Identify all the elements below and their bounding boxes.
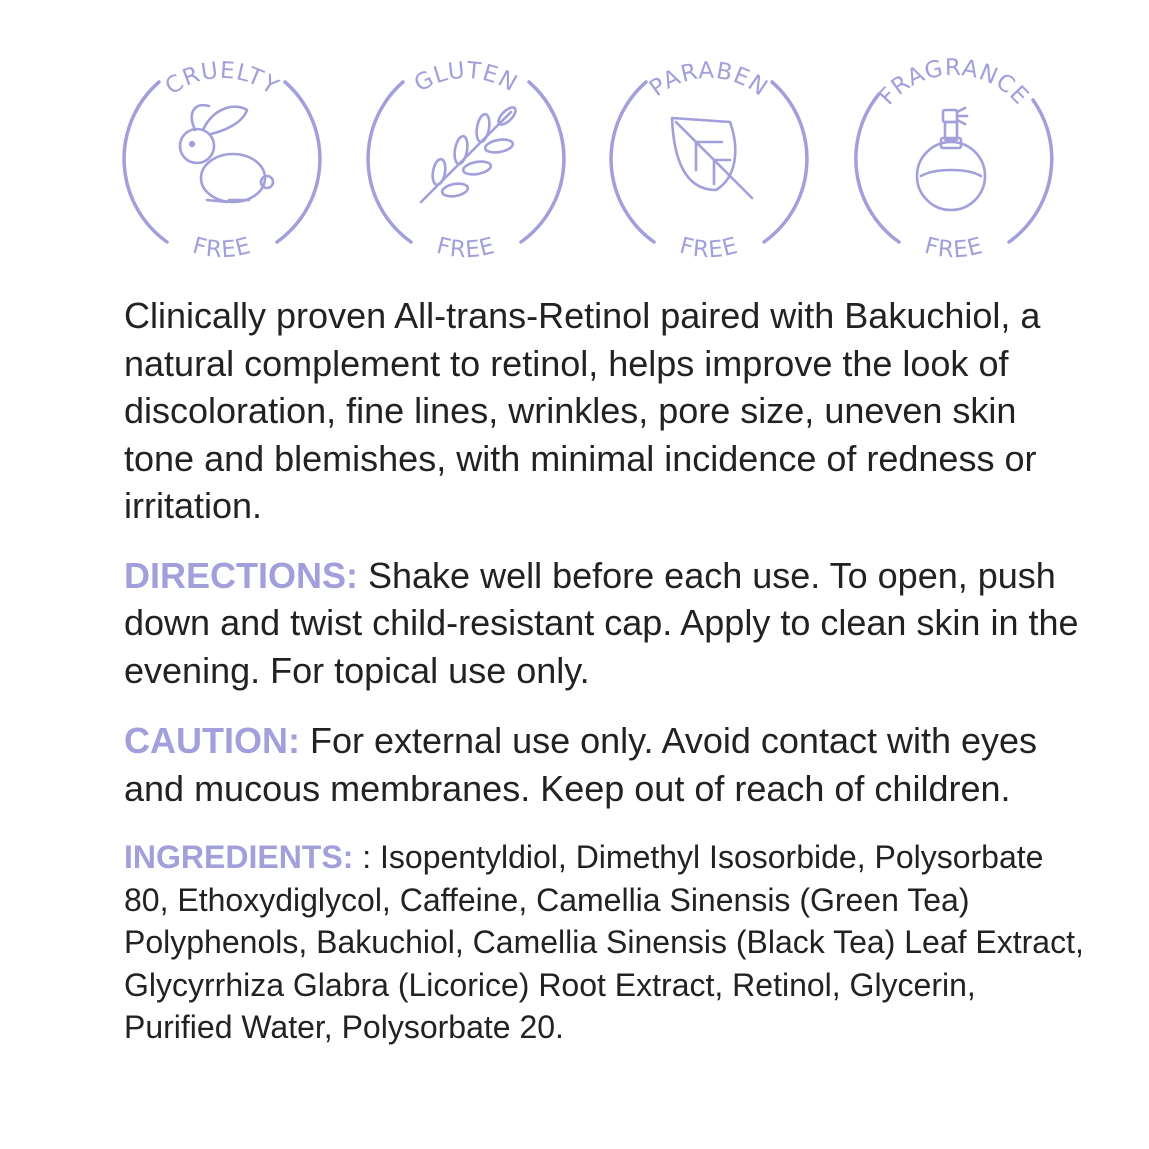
- product-description: [124, 292, 1084, 1049]
- badge-cruelty-graphic: [117, 50, 327, 270]
- badge-cruelty-bottom-text: FREE: [189, 232, 255, 264]
- wheat-icon: [421, 105, 518, 202]
- caution-text: For external use only. Avoid contact with eyes and mucous membranes. Keep out of reach of children.: [124, 720, 1038, 809]
- badge-fragrance-free: [849, 50, 1059, 270]
- leaf-icon: [672, 118, 752, 198]
- badge-gluten-top-text: GLUTEN: [410, 57, 522, 98]
- ingredients-heading: INGREDIENTS:: [124, 839, 354, 875]
- badge-cruelty-free: [117, 50, 327, 270]
- directions-text: Shake well before each use. To open, push down and twist child-resistant cap. Apply to clean skin in the evening. For topical use only.: [124, 554, 1079, 691]
- badge-gluten-graphic: [361, 50, 571, 270]
- badge-paraben-graphic: [604, 50, 814, 270]
- badge-paraben-bottom-text: FREE: [676, 232, 742, 264]
- ingredients-text: : Isopentyldiol, Dimethyl Isosorbide, Polysorbate 80, Ethoxydiglycol, Caffeine, Camellia Sinensis (Green Tea) Polyphenols, Bakuchiol, Camellia Sinensis (Black Tea) Leaf Extract, Glycyrrhiza Glabra (Licorice) Root Extract, Retinol, Glycerin, Purified Water, Polysorbate 20.: [124, 839, 1084, 1045]
- badge-gluten-bottom-text: FREE: [433, 232, 499, 264]
- badge-paraben-top-text: PARABEN: [644, 57, 773, 102]
- perfume-bottle-icon: [917, 108, 985, 210]
- caution-heading: CAUTION:: [124, 720, 300, 761]
- rabbit-icon: [180, 105, 273, 202]
- ingredients-paragraph: [124, 836, 1084, 1049]
- badge-fragrance-bottom-text: FREE: [921, 232, 987, 264]
- caution-paragraph: [124, 717, 1084, 812]
- badge-gluten-free: [361, 50, 571, 270]
- directions-paragraph: [124, 552, 1084, 695]
- badge-paraben-free: [604, 50, 814, 270]
- badge-fragrance-graphic: [849, 50, 1059, 270]
- directions-heading: DIRECTIONS:: [124, 554, 358, 596]
- free-from-badges: [0, 0, 1149, 285]
- badge-fragrance-top-text: FRAGRANCE: [874, 54, 1034, 111]
- badge-cruelty-top-text: CRUELTY: [160, 57, 284, 101]
- intro-paragraph: Clinically proven All-trans-Retinol paired with Bakuchiol, a natural complement to retinol, helps improve the look of discoloration, fine lines, wrinkles, pore size, uneven skin tone and blemishes, with minimal incidence of redness or irritation.: [124, 295, 1041, 526]
